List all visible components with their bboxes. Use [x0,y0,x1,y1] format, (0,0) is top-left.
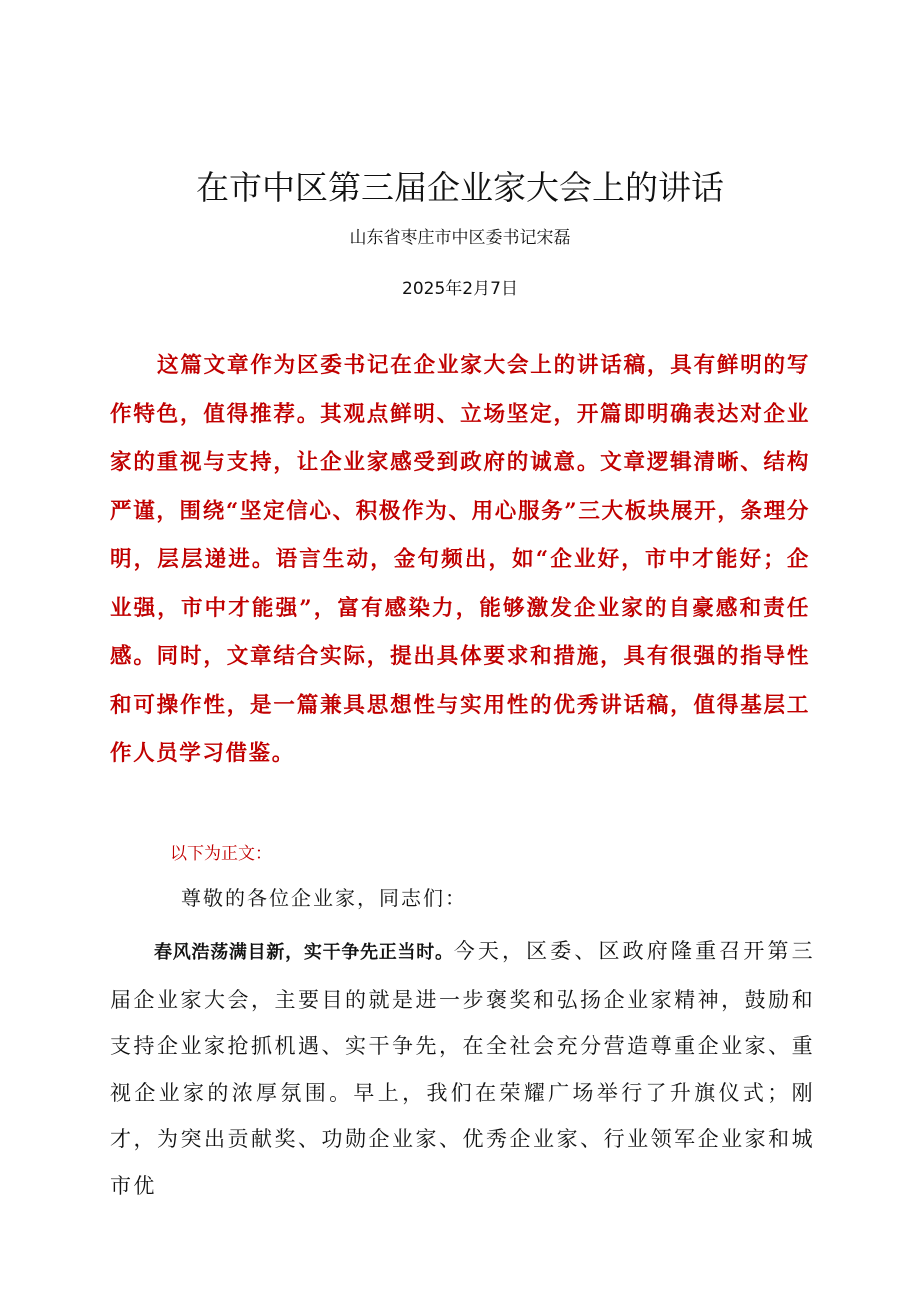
main-text-label: 以下为正文： [170,844,272,864]
speech-body-text: 今天，区委、区政府隆重召开第三届企业家大会，主要目的就是进一步褒奖和弘扬企业家精神，鼓励和支持企业家抢抓机遇、实干争先，在全社会充分营造尊重企业家、重视企业家的浓厚氛围。早上，我们在荣耀广场举行了升旗仪式；刚才，为突出贡献奖、功勋企业家、优秀企业家、行业领军企业家和城市优 [110,939,815,1198]
document-author: 山东省枣庄市中区委书记宋磊 [349,228,571,248]
speech-salutation: 尊敬的各位企业家，同志们： [181,886,467,910]
document-date: 2025年2月7日 [402,279,518,299]
speech-body-paragraph [110,928,815,1209]
document-title: 在市中区第三届企业家大会上的讲话 [196,168,724,207]
editor-introduction: 这篇文章作为区委书记在企业家大会上的讲话稿，具有鲜明的写作特色，值得推荐。其观点鲜明、立场坚定，开篇即明确表达对企业家的重视与支持，让企业家感受到政府的诚意。文章逻辑清晰、结构严谨，围绕“坚定信心、积极作为、用心服务”三大板块展开，条理分明，层层递进。语言生动，金句频出，如“企业好，市中才能好；企业强，市中才能强”，富有感染力，能够激发企业家的自豪感和责任感。同时，文章结合实际，提出具体要求和措施，具有很强的指导性和可操作性，是一篇兼具思想性与实用性的优秀讲话稿，值得基层工作人员学习借鉴。 [110,353,810,766]
speech-body-lead: 春风浩荡满目新，实干争先正当时。 [154,942,454,963]
